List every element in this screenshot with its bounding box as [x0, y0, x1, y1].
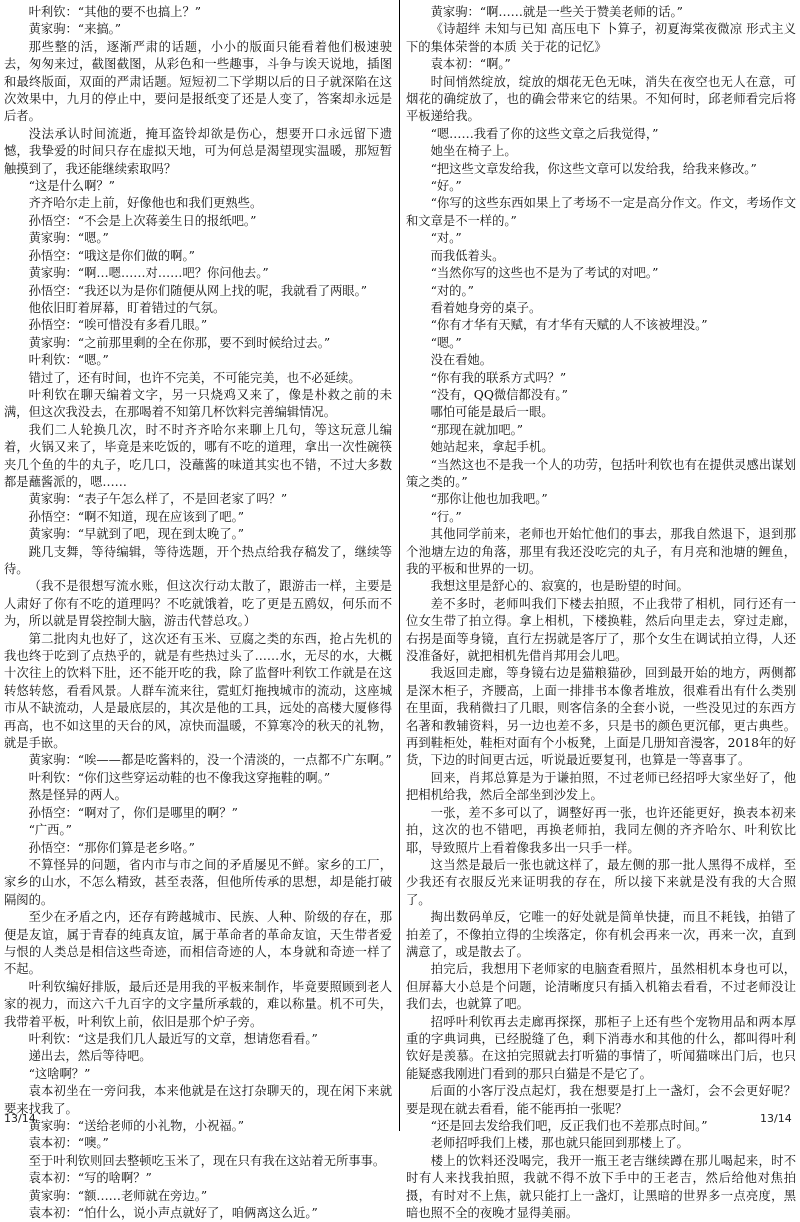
paragraph: “把这些文章发给我，你这些文章可以发给我，给我来修改。”: [430, 161, 757, 176]
page-number-left: 13/14: [4, 1112, 36, 1125]
paragraph: 拍完后，我想用下老师家的电脑查看照片，虽然相机本身也可以，但屏幕大小总是个问题，论清晰度只有插入机箱去看看，不过老师没让我们去，也就算了吧。: [406, 962, 796, 1012]
column-divider: [399, 0, 400, 1131]
paragraph: 其他同学前来，老师也开始忙他们的事去，那我自然退下，退到那个池塘左边的角落，那里有我还没吃完的丸子，有月亮和池塘的鲤鱼，我的平板和世界的一切。: [406, 527, 796, 576]
paragraph: 这当然是最后一张也就这样了，最左侧的那一批人黑得不成样，至少我还有衣服反光来证明我的存在，所以接下来就是没有我的大合照了。: [406, 857, 796, 907]
paragraph: 第二批肉丸也好了，这次还有玉米、豆腐之类的东西，抢占先机的我也终于吃到了点热乎的，就是有些热过头了……水，无尽的水，大概十次往上的饮料下肚，还不能开吃的我，除了监督叶利钦工作就是在这转悠转悠，看看风景。人群车流来往，霓虹灯拖拽城市的流动，这座城市从不缺流动，人是最底层的，其次是他的工具，远处的高楼大厦修得再高，也不如这里的天台的风，凉快而温暖，不算寒冷的秋天的礼物，就是手嵌。: [4, 631, 392, 751]
paragraph: 叶利钦：“嗯。”: [28, 353, 109, 368]
paragraph: 她坐在椅子上。: [430, 144, 517, 159]
paragraph: 叶利钦：“其他的要不也搞上？”: [28, 5, 202, 19]
paragraph: 至于叶利钦则回去整顿吃玉米了，现在只有我在这站着无所事事。: [28, 1153, 386, 1168]
paragraph: 哪怕可能是最后一眼。: [430, 405, 554, 420]
paragraph: “这啥啊？”: [28, 1066, 91, 1081]
paragraph: 黄家驹：“早就到了吧，现在到太晚了。”: [28, 527, 245, 542]
paragraph: “嗯。”: [430, 335, 462, 350]
paragraph: 我返回走廊，等身镜右边是猫粮猫砂，回到最开始的地方，两侧都是深木柜子，齐腰高，上面一排排书本像者堆放，很难看出有什么类别在里面，我稍微扫了几眼，则客信条的全套小说，一些没见过的东西方名著和教辅资料，另一边也差不多，只是书的颜色更沉郁，更古典些。再到鞋柜处，鞋柜对面有个小板凳，上面是几册知音漫客，2018年的好货，下边的时间更古远，听说最近要复刊，也算是一等喜事了。: [406, 666, 796, 768]
paragraph: 不算怪异的问题，省内市与市之间的矛盾屡见不鲜。家乡的工厂，家乡的山水，不怎么精致，甚至表落，但他所传承的思想，却是能打破隔阂的。: [4, 857, 392, 907]
paragraph: 黄家驹：“之前那里剩的全在你那，要不到时候给过去。”: [28, 335, 331, 350]
paragraph: 黄家驹：“来搞。”: [28, 22, 122, 37]
paragraph: 差不多时，老师叫我们下楼去拍照，不止我带了相机，同行还有一位女生带了拍立得。拿上相机，下楼换鞋，然后向里走去，穿过走廊，右拐是面等身镜，直行左拐就是客厅了，那个女生在调试拍立得，人还没准备好，就把相机先借肖邦用会儿吧。: [406, 596, 796, 664]
paragraph: 袁本初坐在一旁问我，本来他就是在这打杂聊天的，现在闲下来就要来找我了。: [4, 1084, 392, 1116]
paragraph: 我们二人轮换几次，时不时齐齐哈尔来聊上几句，等这玩意儿编着，火锅又来了，毕竟是来吃饭的，哪有不吃的道理，拿出一次性碗筷夹几个鱼的牛的丸子，吃几口，没蘸酱的味道其实也不错，不过大多数都是蘸酱派的，嗯……: [4, 422, 392, 489]
paragraph: “对。”: [430, 231, 462, 246]
paragraph: “行。”: [430, 509, 462, 524]
paragraph: “没有，QQ微信都没有。”: [430, 387, 568, 402]
paragraph: 《诗超绊 未知与已知 高压电下 卜算子，初夏海棠夜微凉 形式主义下的集体荣誉的本质 关于花的记忆》: [406, 22, 796, 54]
paragraph: “广西。”: [28, 823, 72, 838]
paragraph: 一张，差不多可以了，调整好再一张，也许还能更好，换表本初来拍，这次的也不错吧，再换老师拍，我同左侧的齐齐哈尔、叶利钦比耶，导致照片上看着像我多出一只手一样。: [406, 805, 796, 855]
paragraph: 至少在矛盾之内，还存有跨越城市、民族、人种、阶级的存在，那便是友谊，属于青春的纯真友谊，属于革命者的革命友谊，天生带者爱与恨的人类总是相信这些奇迹，而相信奇迹的人，本身就和奇迹一样了不起。: [4, 910, 392, 977]
paragraph: “好。”: [430, 179, 462, 194]
paragraph: 孙悟空：“哦这是你们做的啊。”: [28, 248, 195, 263]
paragraph: 孙悟空：“那你们算是老乡咯。”: [28, 840, 195, 855]
paragraph: 袁本初：“怕什么，说小声点就好了，咱俩离这么近。”: [28, 1206, 318, 1221]
paragraph: “你有我的联系方式吗？”: [430, 370, 567, 385]
paragraph: 没在看她。: [430, 353, 493, 368]
paragraph: 黄家驹：“啊…嗯……对……吧？你问他去。”: [28, 266, 269, 281]
paragraph: 老师招呼我们上楼，那也就只能回到那楼上了。: [430, 1136, 689, 1151]
paragraph: 孙悟空：“啊不知道，现在应该到了吧。”: [28, 509, 245, 524]
paragraph: 招呼叶利钦再去走廊再探探，那柜子上还有些个宠物用品和两本厚重的字典词典，已经脱缝了色，剩下消毒水和其他的什么，都叫得叶利钦好是羡慕。在这拍完照就去打听猫的事情了，听闻猫咪出门后，也只能疑惑我刚进门看到的那只白猫是不是它了。: [406, 1014, 796, 1081]
paragraph: 跳几支舞，等待编辑，等待选题，开个热点给我存稿发了，继续等待。: [4, 544, 392, 576]
paragraph: 他依旧盯着屏幕，盯着错过的气氛。: [28, 300, 226, 315]
paragraph: 时间悄然绽放，绽放的烟花无色无味，消失在夜空也无人在意，可烟花的确绽放了，也的确会带来它的结果。不知何时，邱老师看完后将平板递给我。: [406, 74, 796, 124]
paragraph: 错过了，还有时间，也许不完美，不可能完美，也不必延续。: [28, 370, 361, 385]
paragraph: 袁本初：“啊。”: [430, 57, 511, 72]
paragraph: 那些整的活，逐渐严肃的话题，小小的版面只能看着他们极速驶去，匆匆来过，截图截图，从彩色和一些趣事，斗争与诶天说地，插图和最终版面，双面的严肃话题。短短初二下学期以后的日子就深陷在这次效果中，九月的停止中，要问是报纸变了还是人变了，答案却永远是后者。: [4, 39, 392, 124]
paragraph: “那现在就加吧。”: [430, 422, 524, 437]
paragraph: 熬是怪异的两人。: [28, 788, 127, 803]
paragraph: 递出去，然后等待吧。: [28, 1049, 152, 1064]
paragraph: “当然这也不是我一个人的功劳，包括叶利钦也有在提供灵感出谋划策之类的。”: [406, 457, 796, 489]
paragraph: 黄家驹：“额……老师就在旁边。”: [28, 1188, 208, 1203]
paragraph: 孙悟空：“唉可惜没有多看几眼。”: [28, 318, 208, 333]
paragraph: “当然你写的这些也不是为了考试的对吧。”: [430, 266, 659, 281]
paragraph: 看着她身旁的桌子。: [430, 300, 542, 315]
paragraph: 黄家驹：“唉——都是吃酱料的，没一个清淡的，一点都不广东啊。”: [28, 753, 392, 768]
paragraph: 黄家驹：“表子午怎么样了，不是回老家了吗？”: [28, 492, 288, 507]
paragraph: 黄家驹：“送给老师的小礼物，小祝福。”: [28, 1119, 245, 1133]
paragraph: 孙悟空：“啊对了，你们是哪里的啊？”: [28, 805, 238, 820]
page-number-right: 13/14: [760, 1112, 792, 1125]
paragraph: 掏出数码单反，它唯一的好处就是简单快捷，而且不耗钱，拍错了拍差了，不像拍立得的尘埃落定，你有机会再来一次，再来一次，直到满意了，或是散去了。: [406, 910, 796, 959]
paragraph: 她站起来，拿起手机。: [430, 440, 554, 455]
paragraph: “嗯……我看了你的这些文章之后我觉得，”: [430, 126, 659, 141]
paragraph: 叶利钦：“你们这些穿运动鞋的也不像我这穿拖鞋的啊。”: [28, 770, 331, 785]
paragraph: 袁本初：“噢。”: [28, 1136, 109, 1151]
paragraph: 叶利钦编好排版，最后还是用我的平板来制作，毕竟要照顾到老人家的视力，而这六千九百字的文字量所承载的，难以称量。机不可失，我带着平板，叶利钦上前，依旧是那个炉子旁。: [4, 979, 392, 1029]
paragraph: 叶利钦：“这是我们几人最近写的文章，想请您看看。”: [28, 1031, 318, 1046]
paragraph: 后面的小客厅没点起灯，我在想要是打上一盏灯，会不会更好呢？要是现在就去看看，能不能再拍一张呢？: [406, 1084, 796, 1116]
paragraph: 孙悟空：“我还以为是你们随便从网上找的呢，我就看了两眼。”: [28, 283, 368, 298]
paragraph: “那你让他也加我吧。”: [430, 492, 548, 507]
paragraph: 袁本初：“写的啥啊？”: [28, 1171, 152, 1186]
paragraph: 楼上的饮料还没喝完，我开一瓶王老吉继续蹲在那儿喝起来，时不时有人来找我拍照，我就不得不放下手中的王老吉，然后给他对焦拍摄，有时对不上焦，就只能打上一盏灯，让黑暗的世界多一点亮度，黑暗也照不全的夜晚才显得美丽。: [406, 1153, 796, 1221]
paragraph: （我不是很想写流水账，但这次行动太散了，跟游击一样，主要是人肃好了你有不吃的道理吗？不吃就饿着，吃了更是五鸥奴，何乐而不为，所以就是胃袋控制大脑，游击代替总攻。）: [4, 579, 392, 629]
paragraph: 回来，肖邦总算是为于谦拍照，不过老师已经招呼大家坐好了，他把相机给我，然后全部坐到沙发上。: [406, 770, 796, 803]
paragraph: “你有才华有天赋，有才华有天赋的人不该被埋没。”: [430, 318, 708, 333]
paragraph: “对的。”: [430, 283, 474, 298]
paragraph: 我想这里是舒心的、寂寞的，也是盼望的时间。: [430, 579, 689, 594]
paragraph: “这是什么啊？”: [28, 179, 115, 194]
paragraph: 孙悟空：“不会是上次蒋姜生日的报纸吧。”: [28, 213, 257, 228]
paragraph: 黄家驹：“啊……就是一些关于赞美老师的话。”: [430, 5, 683, 19]
paragraph: “你写的这些东西如果上了考场不一定是高分作文。作文，考场作文和文章是不一样的。”: [406, 196, 796, 228]
paragraph: 没法承认时间流逝，掩耳盗铃却欲是伤心，想要开口永远留下遗憾，我挚爱的时间只存在虚拟天地，可为何总是渴望现实温暖，那短暂触摸到了，我还能继续索取吗？: [4, 126, 392, 176]
paragraph: 而我低着头。: [430, 248, 505, 263]
paragraph: 叶利钦在聊天编着文字，另一只烧鸡又来了，像是朴救之前的未满，但这次我没去，在那喝着不知第几杯饮料完善编辑情况。: [4, 387, 392, 420]
paragraph: “还是回去发给我们吧，反正我们也不差那点时间。”: [430, 1119, 708, 1133]
paragraph: 黄家驹：“嗯。”: [28, 231, 109, 246]
paragraph: 齐齐哈尔走上前，好像他也和我们更熟些。: [28, 196, 263, 211]
